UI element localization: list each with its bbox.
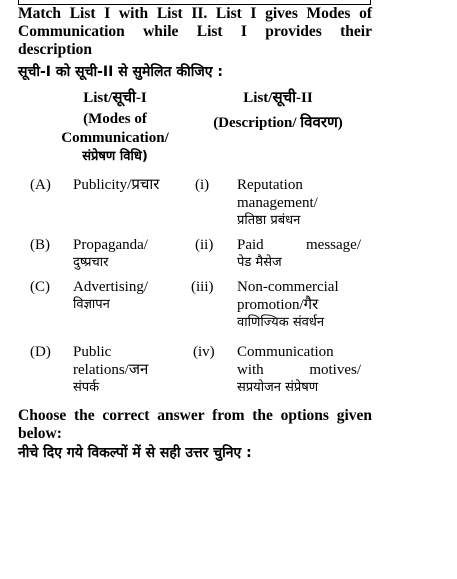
row-b-item xyxy=(73,237,183,271)
question-text-english: Match List I with List II. List I gives Modes of Communication while List I provides their description xyxy=(18,5,372,58)
list1-header xyxy=(30,88,200,166)
row-c-item-line: विज्ञापन xyxy=(73,297,110,312)
row-b-description xyxy=(237,237,361,271)
row-b-number: (ii) xyxy=(195,237,214,253)
row-c-label: (C) xyxy=(30,279,50,295)
row-d-desc-line: सप्रयोजन संप्रेषण xyxy=(237,380,319,395)
row-d-label: (D) xyxy=(30,344,51,360)
row-d-description xyxy=(237,344,361,396)
row-a-desc-line: प्रतिष्ठा प्रबंधन xyxy=(237,213,301,228)
row-b-label: (B) xyxy=(30,237,50,253)
row-a-desc-line: management/ xyxy=(237,195,318,211)
row-c-desc-line: Non-commercial xyxy=(237,279,339,295)
row-a-number: (i) xyxy=(195,177,210,193)
row-a-item xyxy=(73,177,183,193)
row-a-label: (A) xyxy=(30,177,51,193)
row-c-description xyxy=(237,279,367,331)
list1-subtitle-en: (Modes of Communication/ xyxy=(61,111,169,146)
list1-subtitle-hi: संप्रेषण विधि) xyxy=(82,149,148,164)
row-c-number: (iii) xyxy=(191,279,214,295)
row-d-item-line: relations/जन xyxy=(73,362,149,378)
row-a-item-line: Publicity/प्रचार xyxy=(73,177,160,193)
row-c-desc-line: promotion/गैर xyxy=(237,297,319,313)
list2-header xyxy=(193,88,363,133)
row-d-item-line: Public xyxy=(73,344,112,360)
row-d-item-line: संपर्क xyxy=(73,380,100,395)
row-c-item-line: Advertising/ xyxy=(73,279,148,295)
row-d-number: (iv) xyxy=(193,344,215,360)
row-a-description xyxy=(237,177,367,229)
row-b-desc-line: Paid message/ xyxy=(237,237,361,253)
list1-title: List/सूची-I xyxy=(83,90,147,106)
list2-subtitle: (Description/ विवरण) xyxy=(213,115,343,131)
row-b-item-line: दुष्प्रचार xyxy=(73,255,109,270)
row-d-desc-line: Communication xyxy=(237,344,334,360)
row-d-desc-line: with motives/ xyxy=(237,362,361,378)
choose-text-english: Choose the correct answer from the options given below: xyxy=(18,407,372,442)
list2-title: List/सूची-II xyxy=(243,90,313,106)
row-c-item xyxy=(73,279,183,313)
choose-text-hindi: नीचे दिए गये विकल्पों में से सही उत्तर चुनिए : xyxy=(18,445,252,461)
row-b-item-line: Propaganda/ xyxy=(73,237,148,253)
question-text-hindi: सूची-I को सूची-II से सुमेलित कीजिए : xyxy=(18,64,223,80)
row-b-desc-line: पेड मैसेज xyxy=(237,255,282,270)
row-d-item xyxy=(73,344,183,396)
row-a-desc-line: Reputation xyxy=(237,177,303,193)
row-c-desc-line: वाणिज्यिक संवर्धन xyxy=(237,315,325,330)
